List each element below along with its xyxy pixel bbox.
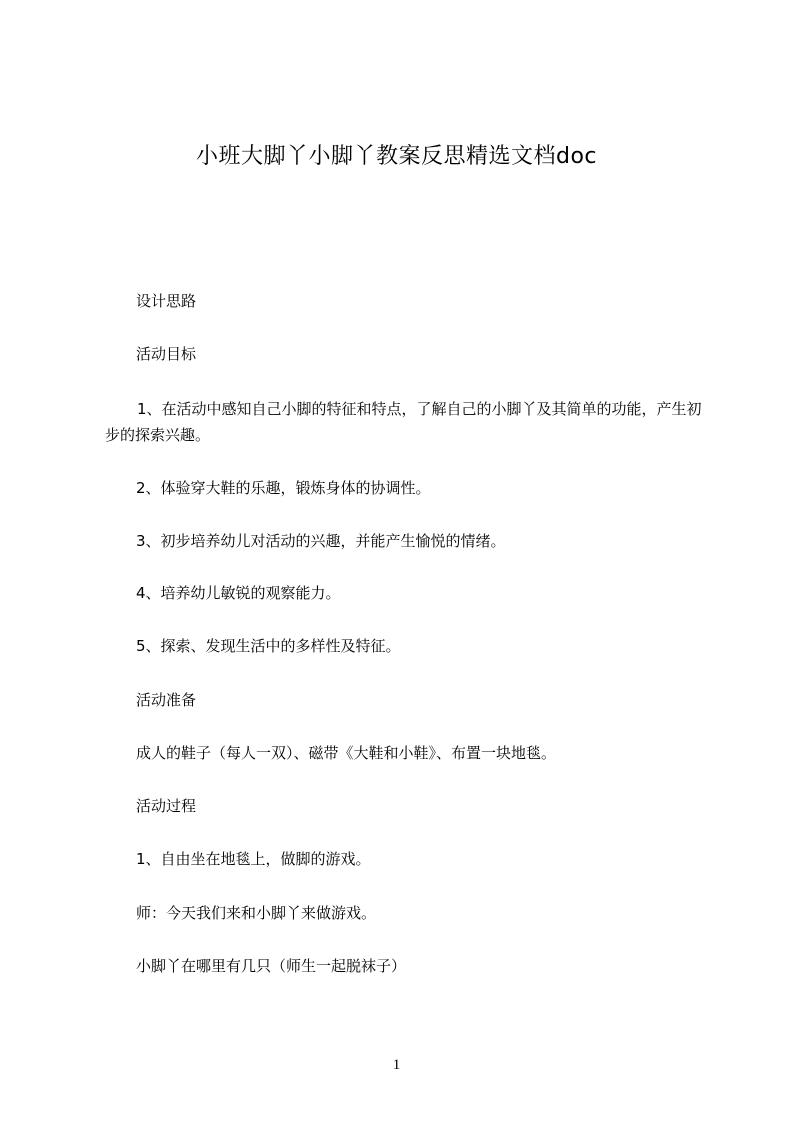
document-title: 小班大脚丫小脚丫教案反思精选文档doc (195, 144, 598, 169)
goal-item-4: 4、培养幼儿敏锐的观察能力。 (136, 584, 341, 602)
activity-line: 小脚丫在哪里有几只（师生一起脱袜子） (136, 957, 407, 975)
process-step-1: 1、自由坐在地毯上，做脚的游戏。 (136, 850, 371, 868)
goal-item-1: 1、在活动中感知自己小脚的特征和特点，了解自己的小脚丫及其简单的功能，产生初步的探索兴趣。 (105, 400, 702, 444)
goal-item-2: 2、体验穿大鞋的乐趣，锻炼身体的协调性。 (136, 479, 431, 497)
teacher-line: 师：今天我们来和小脚丫来做游戏。 (136, 904, 377, 922)
section-heading-goals: 活动目标 (136, 345, 197, 363)
section-heading-preparation: 活动准备 (136, 691, 197, 709)
page-number: 1 (392, 1057, 401, 1073)
preparation-text: 成人的鞋子（每人一双）、磁带《大鞋和小鞋》、布置一块地毯。 (136, 744, 557, 762)
goal-item-5: 5、探索、发现生活中的多样性及特征。 (136, 637, 401, 655)
goal-item-3: 3、初步培养幼儿对活动的兴趣，并能产生愉悦的情绪。 (136, 532, 506, 550)
section-heading-process: 活动过程 (136, 797, 197, 815)
section-heading-design: 设计思路 (136, 292, 197, 310)
